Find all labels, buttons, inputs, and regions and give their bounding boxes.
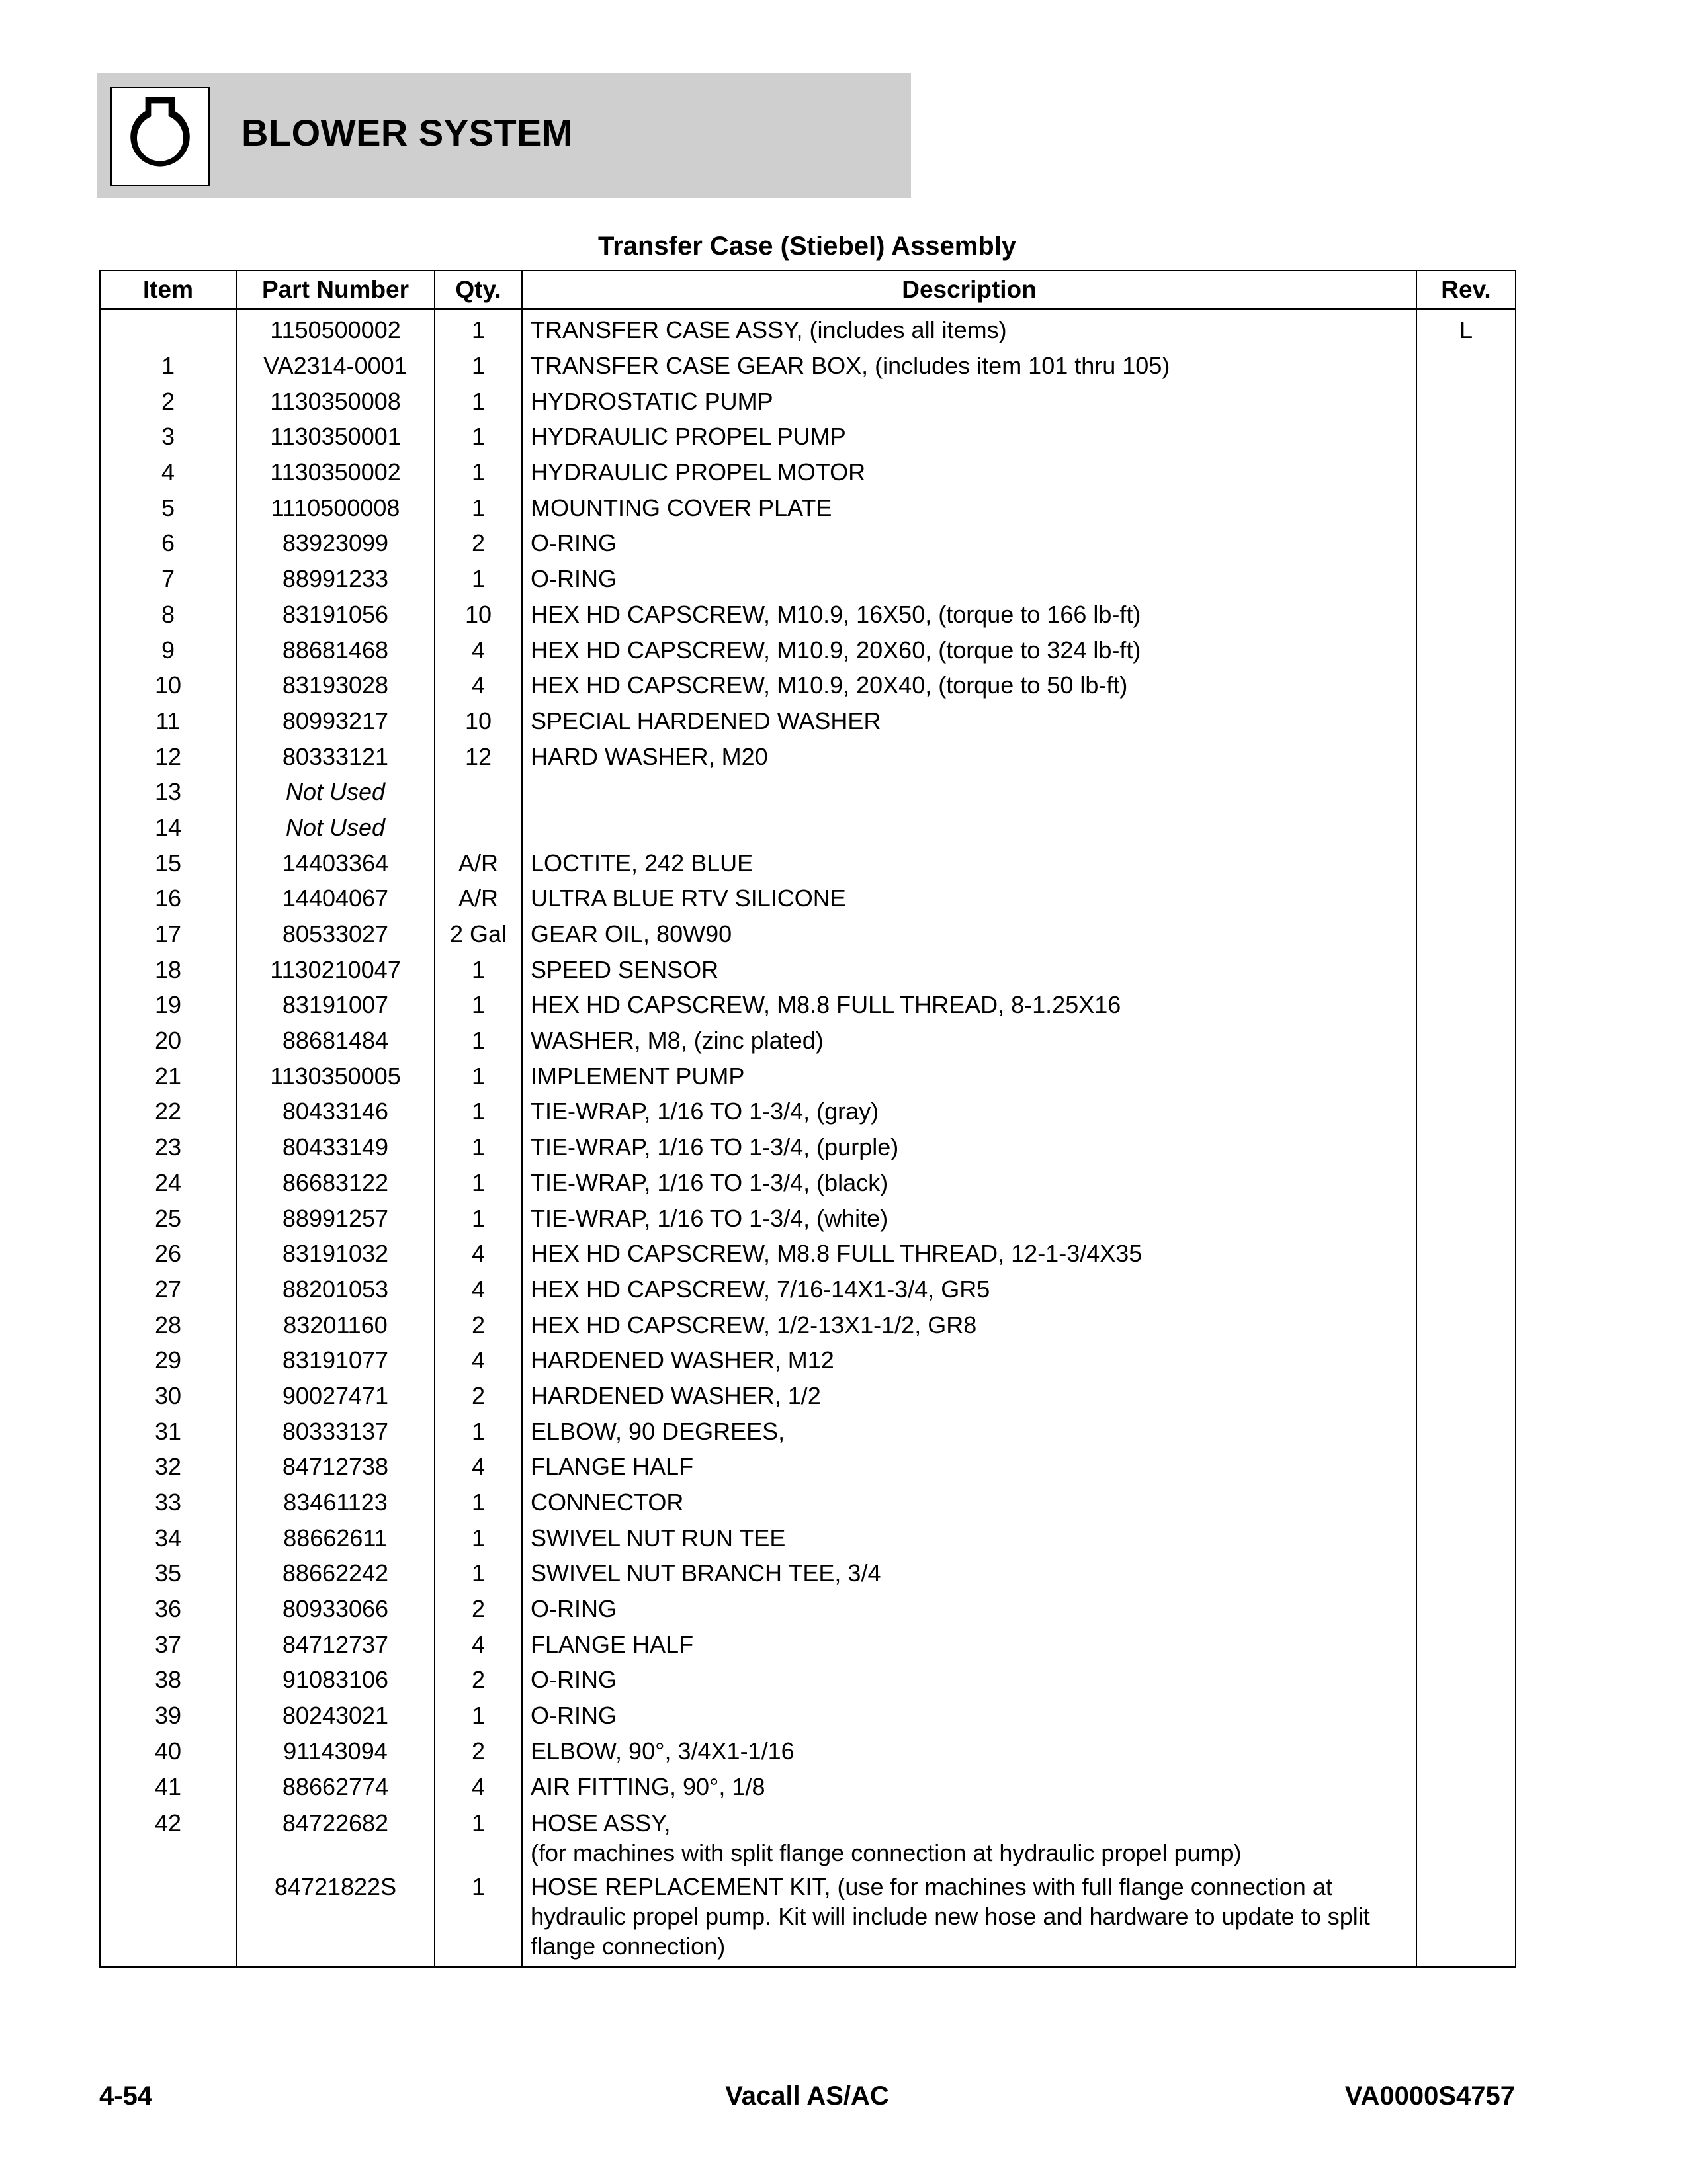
cell-description: MOUNTING COVER PLATE — [522, 490, 1416, 525]
cell-item: 15 — [100, 845, 236, 881]
cell-qty: 4 — [435, 1272, 522, 1307]
cell-rev — [1416, 1094, 1516, 1129]
cell-description: TRANSFER CASE ASSY, (includes all items) — [522, 309, 1416, 348]
column-header-item: Item — [100, 271, 236, 309]
cell-rev — [1416, 951, 1516, 987]
cell-description: O-RING — [522, 1591, 1416, 1627]
cell-qty: 4 — [435, 632, 522, 668]
cell-description: TIE-WRAP, 1/16 TO 1-3/4, (black) — [522, 1165, 1416, 1201]
table-row — [100, 1342, 1516, 1378]
cell-description: ELBOW, 90 DEGREES, — [522, 1413, 1416, 1449]
cell-item: 10 — [100, 668, 236, 703]
cell-part-number: 91143094 — [236, 1733, 435, 1769]
cell-qty: 1 — [435, 561, 522, 597]
cell-description: HEX HD CAPSCREW, M8.8 FULL THREAD, 8-1.25X16 — [522, 987, 1416, 1023]
cell-qty: 1 — [435, 1058, 522, 1094]
cell-description: GEAR OIL, 80W90 — [522, 916, 1416, 952]
cell-part-number: 14403364 — [236, 845, 435, 881]
table-row — [100, 1868, 1516, 1967]
cell-rev — [1416, 490, 1516, 525]
cell-item: 26 — [100, 1236, 236, 1272]
table-row — [100, 1591, 1516, 1627]
cell-item: 9 — [100, 632, 236, 668]
cell-part-number: 84712737 — [236, 1626, 435, 1662]
cell-item: 3 — [100, 419, 236, 455]
cell-item: 36 — [100, 1591, 236, 1627]
cell-qty: 1 — [435, 1868, 522, 1967]
cell-item: 27 — [100, 1272, 236, 1307]
cell-rev — [1416, 881, 1516, 916]
cell-qty: 1 — [435, 1555, 522, 1591]
cell-item: 6 — [100, 525, 236, 561]
cell-rev — [1416, 1626, 1516, 1662]
cell-part-number: 80433149 — [236, 1129, 435, 1165]
cell-part-number: 83201160 — [236, 1307, 435, 1342]
cell-description: O-RING — [522, 525, 1416, 561]
cell-rev — [1416, 1058, 1516, 1094]
cell-part-number: 1130350002 — [236, 455, 435, 490]
cell-rev — [1416, 1413, 1516, 1449]
cell-rev — [1416, 810, 1516, 846]
cell-description: SPEED SENSOR — [522, 951, 1416, 987]
cell-part-number: 90027471 — [236, 1378, 435, 1414]
cell-qty: 12 — [435, 738, 522, 774]
cell-rev — [1416, 1023, 1516, 1059]
cell-qty: 2 — [435, 1307, 522, 1342]
cell-qty: A/R — [435, 845, 522, 881]
cell-rev — [1416, 1868, 1516, 1967]
cell-part-number: 91083106 — [236, 1662, 435, 1698]
cell-part-number: 80333121 — [236, 738, 435, 774]
table-row — [100, 1485, 1516, 1520]
cell-item: 20 — [100, 1023, 236, 1059]
cell-qty: 1 — [435, 1804, 522, 1868]
cell-part-number: 83461123 — [236, 1485, 435, 1520]
cell-rev — [1416, 1804, 1516, 1868]
cell-qty: 2 — [435, 1662, 522, 1698]
cell-item: 16 — [100, 881, 236, 916]
table-row — [100, 1200, 1516, 1236]
cell-description: WASHER, M8, (zinc plated) — [522, 1023, 1416, 1059]
cell-item: 31 — [100, 1413, 236, 1449]
cell-rev: L — [1416, 309, 1516, 348]
table-row — [100, 1272, 1516, 1307]
cell-qty: 2 Gal — [435, 916, 522, 952]
cell-rev — [1416, 1129, 1516, 1165]
column-header-part-number: Part Number — [236, 271, 435, 309]
table-header-row — [100, 271, 1516, 309]
cell-part-number: 80933066 — [236, 1591, 435, 1627]
cell-rev — [1416, 845, 1516, 881]
cell-item: 39 — [100, 1698, 236, 1733]
cell-part-number: 83193028 — [236, 668, 435, 703]
table-row — [100, 1733, 1516, 1769]
table-row — [100, 597, 1516, 633]
cell-qty: 1 — [435, 419, 522, 455]
cell-qty: 1 — [435, 1200, 522, 1236]
cell-item: 25 — [100, 1200, 236, 1236]
cell-qty: A/R — [435, 881, 522, 916]
cell-rev — [1416, 1662, 1516, 1698]
cell-part-number: 80243021 — [236, 1698, 435, 1733]
cell-rev — [1416, 1307, 1516, 1342]
cell-qty: 1 — [435, 1094, 522, 1129]
cell-description — [522, 810, 1416, 846]
cell-part-number: 1130350005 — [236, 1058, 435, 1094]
table-row — [100, 1378, 1516, 1414]
cell-rev — [1416, 1272, 1516, 1307]
cell-qty: 1 — [435, 309, 522, 348]
cell-part-number: 88662774 — [236, 1769, 435, 1804]
cell-part-number: 84712738 — [236, 1449, 435, 1485]
cell-description: ELBOW, 90°, 3/4X1-1/16 — [522, 1733, 1416, 1769]
cell-qty — [435, 774, 522, 810]
cell-qty: 4 — [435, 1769, 522, 1804]
cell-description: HOSE ASSY, (for machines with split flange connection at hydraulic propel pump) — [522, 1804, 1416, 1868]
cell-part-number: 84721822S — [236, 1868, 435, 1967]
cell-description: SWIVEL NUT BRANCH TEE, 3/4 — [522, 1555, 1416, 1591]
cell-rev — [1416, 632, 1516, 668]
table-row — [100, 1307, 1516, 1342]
table-row — [100, 1094, 1516, 1129]
cell-description: HEX HD CAPSCREW, 1/2-13X1-1/2, GR8 — [522, 1307, 1416, 1342]
table-row — [100, 774, 1516, 810]
table-row — [100, 490, 1516, 525]
cell-item: 4 — [100, 455, 236, 490]
column-header-rev: Rev. — [1416, 271, 1516, 309]
table-row — [100, 1626, 1516, 1662]
cell-qty: 1 — [435, 951, 522, 987]
table-row — [100, 1023, 1516, 1059]
table-row — [100, 1449, 1516, 1485]
section-header — [97, 73, 911, 198]
cell-qty: 1 — [435, 1520, 522, 1555]
cell-item: 14 — [100, 810, 236, 846]
cell-item: 7 — [100, 561, 236, 597]
cell-item: 17 — [100, 916, 236, 952]
cell-part-number: Not Used — [236, 810, 435, 846]
cell-description: HEX HD CAPSCREW, M8.8 FULL THREAD, 12-1-3/4X35 — [522, 1236, 1416, 1272]
table-row — [100, 987, 1516, 1023]
cell-rev — [1416, 1378, 1516, 1414]
cell-part-number: 1130350008 — [236, 383, 435, 419]
cell-part-number: Not Used — [236, 774, 435, 810]
cell-part-number: 83923099 — [236, 525, 435, 561]
table-row — [100, 951, 1516, 987]
cell-description: HYDRAULIC PROPEL MOTOR — [522, 455, 1416, 490]
cell-item: 28 — [100, 1307, 236, 1342]
cell-part-number: 88681484 — [236, 1023, 435, 1059]
cell-rev — [1416, 1555, 1516, 1591]
cell-rev — [1416, 1698, 1516, 1733]
cell-description: TRANSFER CASE GEAR BOX, (includes item 101 thru 105) — [522, 348, 1416, 384]
cell-item: 21 — [100, 1058, 236, 1094]
engine-section-icon — [110, 87, 210, 186]
cell-rev — [1416, 916, 1516, 952]
cell-qty: 1 — [435, 455, 522, 490]
cell-qty: 1 — [435, 1165, 522, 1201]
cell-item: 24 — [100, 1165, 236, 1201]
cell-rev — [1416, 419, 1516, 455]
cell-description: IMPLEMENT PUMP — [522, 1058, 1416, 1094]
cell-description: TIE-WRAP, 1/16 TO 1-3/4, (gray) — [522, 1094, 1416, 1129]
cell-item: 22 — [100, 1094, 236, 1129]
cell-item: 41 — [100, 1769, 236, 1804]
cell-qty: 2 — [435, 1591, 522, 1627]
table-row — [100, 1058, 1516, 1094]
cell-qty: 1 — [435, 1698, 522, 1733]
table-row — [100, 348, 1516, 384]
cell-part-number: 83191056 — [236, 597, 435, 633]
table-row — [100, 738, 1516, 774]
cell-part-number: 1110500008 — [236, 490, 435, 525]
section-title: BLOWER SYSTEM — [241, 112, 574, 153]
cell-item — [100, 309, 236, 348]
cell-part-number: 83191007 — [236, 987, 435, 1023]
cell-part-number: 83191077 — [236, 1342, 435, 1378]
cell-rev — [1416, 1200, 1516, 1236]
table-row — [100, 632, 1516, 668]
cell-part-number: 1150500002 — [236, 309, 435, 348]
table-row — [100, 1413, 1516, 1449]
table-title: Transfer Case (Stiebel) Assembly — [597, 232, 1017, 261]
cell-part-number: 83191032 — [236, 1236, 435, 1272]
table-row — [100, 1236, 1516, 1272]
cell-qty: 4 — [435, 1236, 522, 1272]
cell-description: HYDRAULIC PROPEL PUMP — [522, 419, 1416, 455]
cell-qty: 1 — [435, 1129, 522, 1165]
cell-description: HEX HD CAPSCREW, M10.9, 20X40, (torque to 50 lb-ft) — [522, 668, 1416, 703]
table-row — [100, 309, 1516, 348]
table-row — [100, 881, 1516, 916]
cell-rev — [1416, 703, 1516, 739]
cell-part-number: 88991257 — [236, 1200, 435, 1236]
cell-part-number: 88662242 — [236, 1555, 435, 1591]
cell-rev — [1416, 1591, 1516, 1627]
cell-qty: 4 — [435, 1449, 522, 1485]
cell-item: 40 — [100, 1733, 236, 1769]
cell-rev — [1416, 597, 1516, 633]
table-row — [100, 1520, 1516, 1555]
table-row — [100, 1662, 1516, 1698]
cell-description: FLANGE HALF — [522, 1449, 1416, 1485]
cell-rev — [1416, 738, 1516, 774]
cell-description: LOCTITE, 242 BLUE — [522, 845, 1416, 881]
cell-qty: 2 — [435, 525, 522, 561]
cell-qty: 2 — [435, 1733, 522, 1769]
cell-rev — [1416, 1165, 1516, 1201]
cell-part-number: 80333137 — [236, 1413, 435, 1449]
column-header-qty: Qty. — [435, 271, 522, 309]
cell-item: 13 — [100, 774, 236, 810]
cell-item: 12 — [100, 738, 236, 774]
cell-rev — [1416, 1733, 1516, 1769]
cell-qty: 1 — [435, 348, 522, 384]
cell-item: 33 — [100, 1485, 236, 1520]
cell-part-number: 80533027 — [236, 916, 435, 952]
cell-rev — [1416, 1449, 1516, 1485]
table-row — [100, 1555, 1516, 1591]
cell-rev — [1416, 1485, 1516, 1520]
cell-description: HEX HD CAPSCREW, M10.9, 16X50, (torque to 166 lb-ft) — [522, 597, 1416, 633]
cell-part-number: 1130350001 — [236, 419, 435, 455]
cell-qty: 1 — [435, 383, 522, 419]
manual-title: Vacall AS/AC — [725, 2081, 889, 2111]
column-header-description: Description — [522, 271, 1416, 309]
cell-part-number: 88201053 — [236, 1272, 435, 1307]
cell-description: ULTRA BLUE RTV SILICONE — [522, 881, 1416, 916]
page-number: 4-54 — [99, 2081, 153, 2111]
cell-qty: 2 — [435, 1378, 522, 1414]
cell-item: 18 — [100, 951, 236, 987]
cell-part-number: 88662611 — [236, 1520, 435, 1555]
cell-rev — [1416, 383, 1516, 419]
parts-table-body — [100, 309, 1516, 1967]
cell-description: O-RING — [522, 561, 1416, 597]
table-row — [100, 1165, 1516, 1201]
cell-description: HYDROSTATIC PUMP — [522, 383, 1416, 419]
table-row — [100, 916, 1516, 952]
cell-item: 35 — [100, 1555, 236, 1591]
cell-description: O-RING — [522, 1662, 1416, 1698]
cell-item: 2 — [100, 383, 236, 419]
cell-rev — [1416, 1520, 1516, 1555]
table-row — [100, 668, 1516, 703]
cell-rev — [1416, 561, 1516, 597]
cell-rev — [1416, 525, 1516, 561]
cell-description: HEX HD CAPSCREW, M10.9, 20X60, (torque to 324 lb-ft) — [522, 632, 1416, 668]
cell-item: 11 — [100, 703, 236, 739]
cell-rev — [1416, 1769, 1516, 1804]
cell-description: HARD WASHER, M20 — [522, 738, 1416, 774]
cell-item: 32 — [100, 1449, 236, 1485]
cell-qty: 10 — [435, 597, 522, 633]
cell-rev — [1416, 455, 1516, 490]
cell-description: SPECIAL HARDENED WASHER — [522, 703, 1416, 739]
table-row — [100, 525, 1516, 561]
cell-qty — [435, 810, 522, 846]
cell-item: 34 — [100, 1520, 236, 1555]
cell-description: HOSE REPLACEMENT KIT, (use for machines with full flange connection at hydraulic propel pump. Kit will include new hose and hardware to update to split flange connection) — [522, 1868, 1416, 1967]
cell-qty: 1 — [435, 1413, 522, 1449]
cell-rev — [1416, 987, 1516, 1023]
cell-part-number: 80993217 — [236, 703, 435, 739]
document-number: VA0000S4757 — [1344, 2081, 1515, 2111]
cell-item: 1 — [100, 348, 236, 384]
cell-description: TIE-WRAP, 1/16 TO 1-3/4, (purple) — [522, 1129, 1416, 1165]
cell-description: O-RING — [522, 1698, 1416, 1733]
cell-item: 8 — [100, 597, 236, 633]
cell-description: CONNECTOR — [522, 1485, 1416, 1520]
cell-rev — [1416, 348, 1516, 384]
table-row — [100, 1769, 1516, 1804]
parts-table — [99, 270, 1516, 1968]
cell-description: HARDENED WASHER, M12 — [522, 1342, 1416, 1378]
cell-item: 23 — [100, 1129, 236, 1165]
cell-description: AIR FITTING, 90°, 1/8 — [522, 1769, 1416, 1804]
cell-rev — [1416, 668, 1516, 703]
cell-item: 37 — [100, 1626, 236, 1662]
cell-description — [522, 774, 1416, 810]
cell-description: TIE-WRAP, 1/16 TO 1-3/4, (white) — [522, 1200, 1416, 1236]
cell-qty: 4 — [435, 1626, 522, 1662]
cell-item: 38 — [100, 1662, 236, 1698]
cell-qty: 10 — [435, 703, 522, 739]
cell-description: FLANGE HALF — [522, 1626, 1416, 1662]
table-row — [100, 1129, 1516, 1165]
cell-qty: 4 — [435, 668, 522, 703]
cell-item: 5 — [100, 490, 236, 525]
cell-part-number: 86683122 — [236, 1165, 435, 1201]
cell-rev — [1416, 1342, 1516, 1378]
cell-item: 29 — [100, 1342, 236, 1378]
cell-rev — [1416, 774, 1516, 810]
cell-description: HEX HD CAPSCREW, 7/16-14X1-3/4, GR5 — [522, 1272, 1416, 1307]
table-row — [100, 810, 1516, 846]
table-row — [100, 455, 1516, 490]
table-row — [100, 1804, 1516, 1868]
cell-rev — [1416, 1236, 1516, 1272]
table-row — [100, 1698, 1516, 1733]
engine-section-icon-graphic — [112, 88, 208, 185]
cell-qty: 1 — [435, 987, 522, 1023]
table-row — [100, 383, 1516, 419]
cell-part-number: 88991233 — [236, 561, 435, 597]
table-row — [100, 845, 1516, 881]
table-row — [100, 561, 1516, 597]
cell-qty: 1 — [435, 490, 522, 525]
cell-part-number: 80433146 — [236, 1094, 435, 1129]
cell-description: SWIVEL NUT RUN TEE — [522, 1520, 1416, 1555]
table-row — [100, 419, 1516, 455]
cell-item: 19 — [100, 987, 236, 1023]
cell-qty: 4 — [435, 1342, 522, 1378]
cell-item: 30 — [100, 1378, 236, 1414]
cell-qty: 1 — [435, 1023, 522, 1059]
cell-part-number: 14404067 — [236, 881, 435, 916]
cell-item — [100, 1868, 236, 1967]
cell-part-number: 88681468 — [236, 632, 435, 668]
cell-part-number: VA2314-0001 — [236, 348, 435, 384]
cell-item: 42 — [100, 1804, 236, 1868]
table-row — [100, 703, 1516, 739]
cell-part-number: 1130210047 — [236, 951, 435, 987]
cell-description: HARDENED WASHER, 1/2 — [522, 1378, 1416, 1414]
cell-part-number: 84722682 — [236, 1804, 435, 1868]
cell-qty: 1 — [435, 1485, 522, 1520]
